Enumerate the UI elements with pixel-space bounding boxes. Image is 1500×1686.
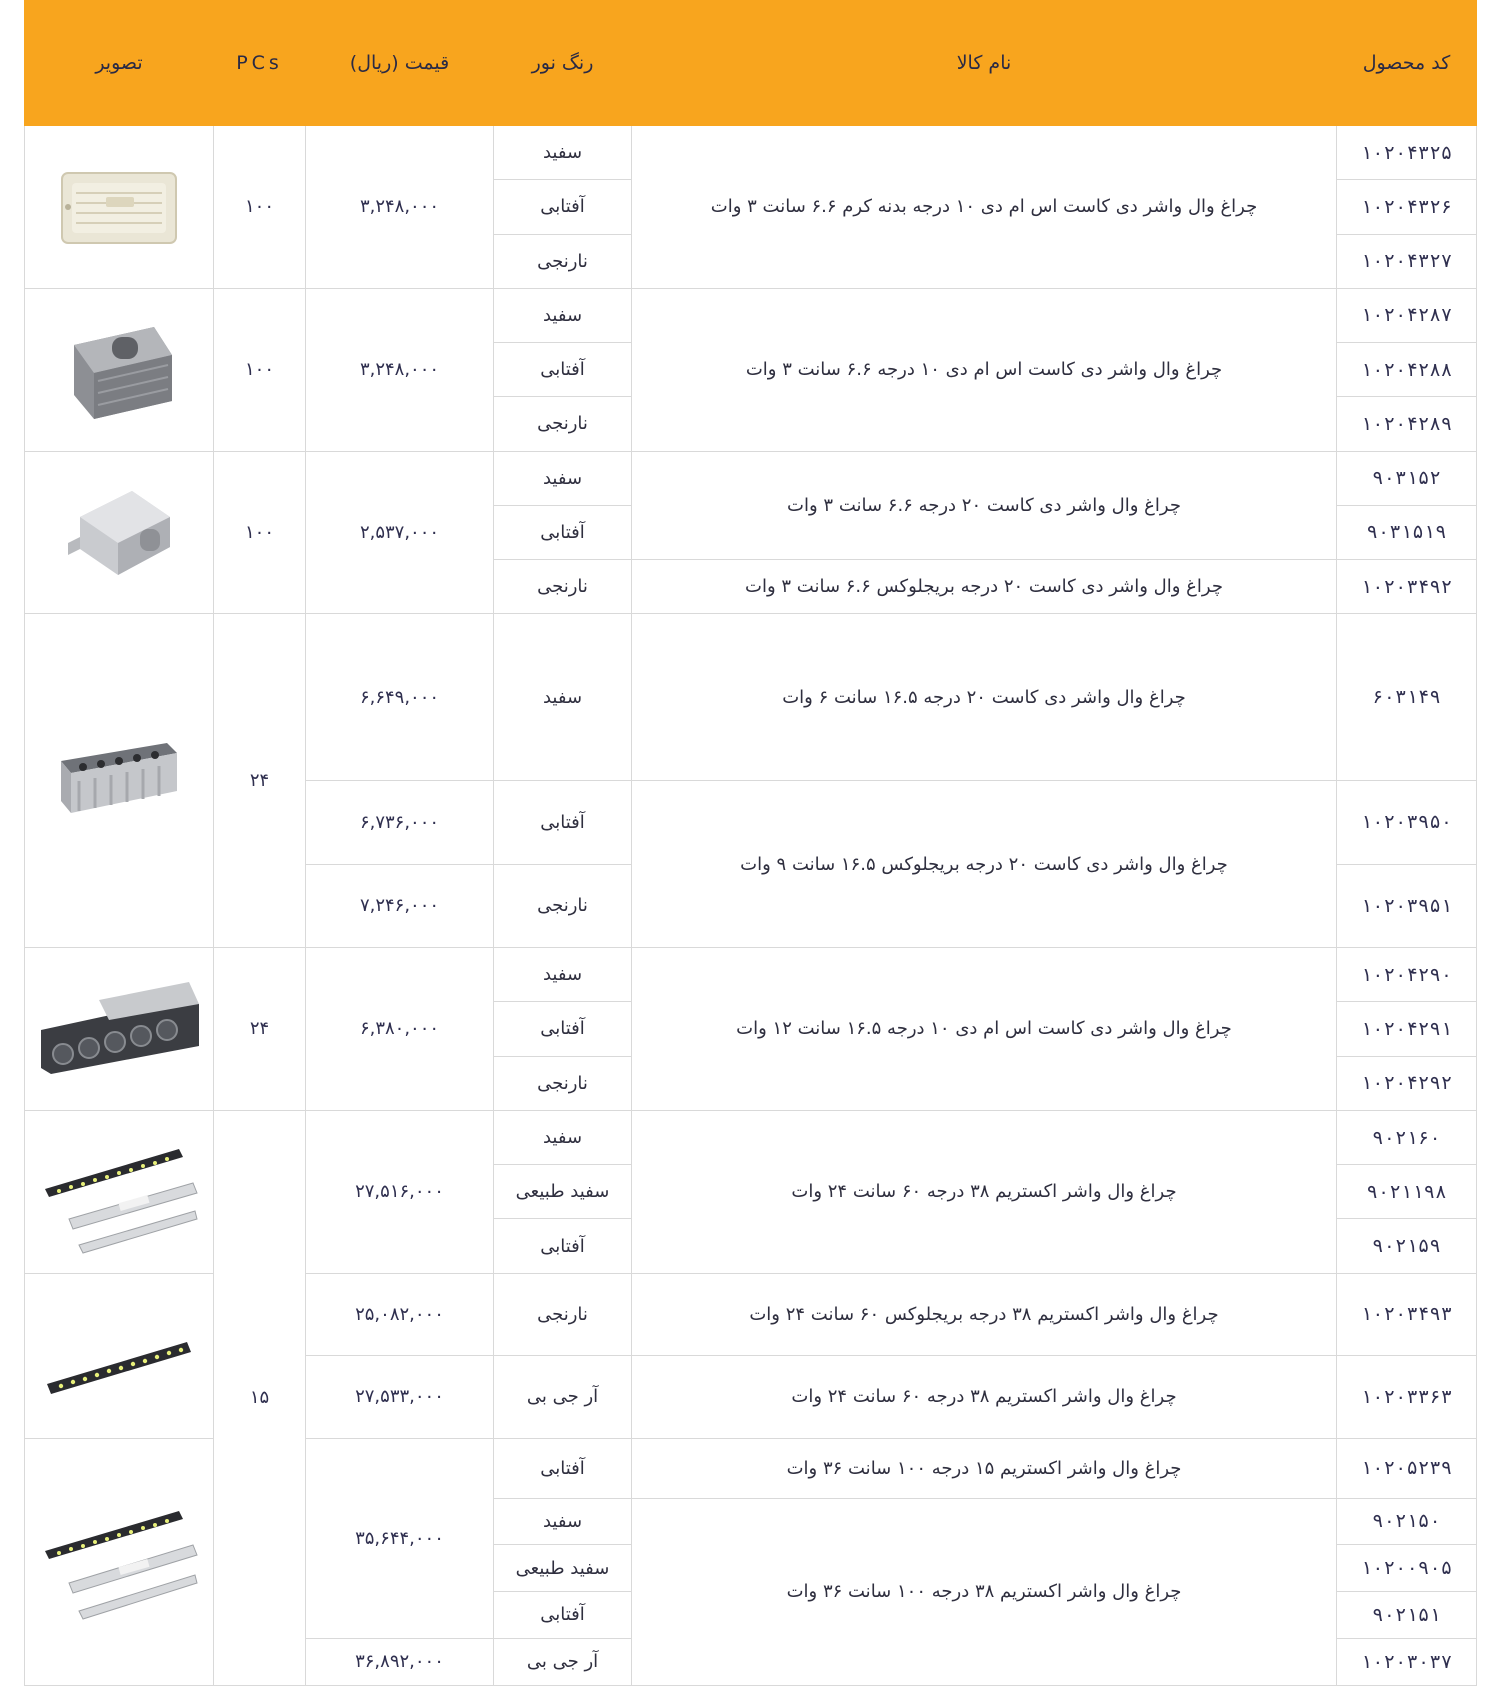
pcs: ۲۴ [214, 614, 306, 948]
price: ۳۶,۸۹۲,۰۰۰ [306, 1638, 494, 1685]
light-color: آفتابی [494, 1592, 632, 1638]
header-price: قیمت (ریال) [306, 1, 494, 126]
product-code: ۱۰۲۰۳۰۳۷ [1337, 1638, 1477, 1685]
linear-wall-washer-image [49, 721, 189, 841]
price-table [24, 0, 1477, 1686]
light-color: سفید طبیعی [494, 1545, 632, 1592]
silver-wall-washer-image [54, 477, 184, 587]
product-code: ۱۰۲۰۳۴۹۳ [1337, 1273, 1477, 1355]
light-color: سفید [494, 1498, 632, 1544]
product-name: چراغ وال واشر دی کاست اس ام دی ۱۰ درجه بدنه کرم ۶.۶ سانت ۳ وات [632, 126, 1337, 289]
product-code: ۹۰۲۱۱۹۸ [1337, 1165, 1477, 1219]
price: ۳۵,۶۴۴,۰۰۰ [306, 1438, 494, 1638]
header-row [25, 1, 1477, 126]
product-code: ۱۰۲۰۳۹۵۰ [1337, 781, 1477, 864]
product-image [25, 288, 214, 451]
price: ۳,۲۴۸,۰۰۰ [306, 126, 494, 289]
product-code: ۱۰۲۰۴۲۹۰ [1337, 948, 1477, 1002]
product-code: ۱۰۲۰۴۲۸۷ [1337, 288, 1477, 342]
product-code: ۹۰۲۱۵۱ [1337, 1592, 1477, 1638]
table-row [25, 288, 1477, 342]
product-name: چراغ وال واشر اکستریم ۱۵ درجه ۱۰۰ سانت ۳۶ وات [632, 1438, 1337, 1498]
product-name: چراغ وال واشر دی کاست ۲۰ درجه بریجلوکس ۱۶.۵ سانت ۹ وات [632, 781, 1337, 948]
product-name: چراغ وال واشر اکستریم ۳۸ درجه ۱۰۰ سانت ۳۶ وات [632, 1498, 1337, 1685]
light-color: آفتابی [494, 1438, 632, 1498]
light-color: سفید [494, 1110, 632, 1164]
light-color: آر جی بی [494, 1638, 632, 1685]
light-color: آفتابی [494, 1002, 632, 1056]
light-color: آفتابی [494, 781, 632, 864]
product-code: ۱۰۲۰۵۲۳۹ [1337, 1438, 1477, 1498]
header-image: تصویر [25, 1, 214, 126]
table-row [25, 614, 1477, 781]
light-color: آفتابی [494, 505, 632, 559]
cream-wall-washer-image [54, 157, 184, 257]
light-color: سفید طبیعی [494, 1165, 632, 1219]
header-pcs: PCs [214, 1, 306, 126]
product-name: چراغ وال واشر دی کاست اس ام دی ۱۰ درجه ۱۶.۵ سانت ۱۲ وات [632, 948, 1337, 1111]
light-color: آفتابی [494, 343, 632, 397]
led-bar-image [39, 1306, 199, 1406]
product-code: ۹۰۲۱۵۹ [1337, 1219, 1477, 1273]
light-color: نارنجی [494, 397, 632, 451]
product-code: ۱۰۲۰۴۲۸۸ [1337, 343, 1477, 397]
light-color: نارنجی [494, 864, 632, 947]
price: ۲,۵۳۷,۰۰۰ [306, 451, 494, 614]
pcs: ۱۵ [214, 1110, 306, 1685]
light-color: نارنجی [494, 234, 632, 288]
header-name: نام کالا [632, 1, 1337, 126]
led-bar-triple-image [39, 1487, 199, 1637]
product-image [25, 614, 214, 948]
header-code: کد محصول [1337, 1, 1477, 126]
grey-wall-washer-image [54, 315, 184, 425]
black-wall-washer-image [39, 974, 199, 1084]
pcs: ۱۰۰ [214, 126, 306, 289]
product-code: ۱۰۲۰۴۲۹۲ [1337, 1056, 1477, 1110]
product-name: چراغ وال واشر دی کاست ۲۰ درجه ۱۶.۵ سانت ۶ وات [632, 614, 1337, 781]
light-color: نارنجی [494, 1273, 632, 1355]
product-code: ۱۰۲۰۴۲۹۱ [1337, 1002, 1477, 1056]
product-code: ۱۰۲۰۳۹۵۱ [1337, 864, 1477, 947]
product-code: ۹۰۳۱۵۱۹ [1337, 505, 1477, 559]
light-color: سفید [494, 614, 632, 781]
product-image [25, 948, 214, 1111]
price: ۶,۳۸۰,۰۰۰ [306, 948, 494, 1111]
table-row [25, 126, 1477, 180]
product-name: چراغ وال واشر دی کاست ۲۰ درجه بریجلوکس ۶.۶ سانت ۳ وات [632, 560, 1337, 614]
product-code: ۱۰۲۰۴۳۲۷ [1337, 234, 1477, 288]
light-color: آفتابی [494, 1219, 632, 1273]
product-image [25, 126, 214, 289]
product-code: ۱۰۲۰۰۹۰۵ [1337, 1545, 1477, 1592]
table-row [25, 451, 1477, 505]
price: ۳,۲۴۸,۰۰۰ [306, 288, 494, 451]
product-name: چراغ وال واشر دی کاست ۲۰ درجه ۶.۶ سانت ۳ وات [632, 451, 1337, 560]
product-image [25, 1110, 214, 1273]
product-code: ۹۰۳۱۵۲ [1337, 451, 1477, 505]
light-color: آفتابی [494, 180, 632, 234]
pcs: ۱۰۰ [214, 288, 306, 451]
price: ۲۷,۵۳۳,۰۰۰ [306, 1356, 494, 1438]
product-code: ۹۰۲۱۵۰ [1337, 1498, 1477, 1544]
price: ۷,۲۴۶,۰۰۰ [306, 864, 494, 947]
product-name: چراغ وال واشر اکستریم ۳۸ درجه ۶۰ سانت ۲۴ وات [632, 1110, 1337, 1273]
product-name: چراغ وال واشر دی کاست اس ام دی ۱۰ درجه ۶.۶ سانت ۳ وات [632, 288, 1337, 451]
price: ۶,۶۴۹,۰۰۰ [306, 614, 494, 781]
light-color: سفید [494, 288, 632, 342]
product-code: ۱۰۲۰۳۳۶۳ [1337, 1356, 1477, 1438]
product-code: ۶۰۳۱۴۹ [1337, 614, 1477, 781]
product-code: ۱۰۲۰۴۳۲۶ [1337, 180, 1477, 234]
product-name: چراغ وال واشر اکستریم ۳۸ درجه بریجلوکس ۶۰ سانت ۲۴ وات [632, 1273, 1337, 1355]
price: ۲۷,۵۱۶,۰۰۰ [306, 1110, 494, 1273]
pcs: ۱۰۰ [214, 451, 306, 614]
product-image [25, 1273, 214, 1438]
light-color: نارنجی [494, 1056, 632, 1110]
table-row [25, 1110, 1477, 1164]
price: ۶,۷۳۶,۰۰۰ [306, 781, 494, 864]
header-color: رنگ نور [494, 1, 632, 126]
price: ۲۵,۰۸۲,۰۰۰ [306, 1273, 494, 1355]
light-color: نارنجی [494, 560, 632, 614]
table-row [25, 948, 1477, 1002]
pcs: ۲۴ [214, 948, 306, 1111]
product-name: چراغ وال واشر اکستریم ۳۸ درجه ۶۰ سانت ۲۴ وات [632, 1356, 1337, 1438]
product-image [25, 451, 214, 614]
product-code: ۱۰۲۰۴۲۸۹ [1337, 397, 1477, 451]
product-image [25, 1438, 214, 1685]
product-code: ۱۰۲۰۳۴۹۲ [1337, 560, 1477, 614]
light-color: آر جی بی [494, 1356, 632, 1438]
light-color: سفید [494, 126, 632, 180]
light-color: سفید [494, 451, 632, 505]
light-color: سفید [494, 948, 632, 1002]
product-code: ۱۰۲۰۴۳۲۵ [1337, 126, 1477, 180]
product-code: ۹۰۲۱۶۰ [1337, 1110, 1477, 1164]
led-bar-pair-image [39, 1127, 199, 1257]
